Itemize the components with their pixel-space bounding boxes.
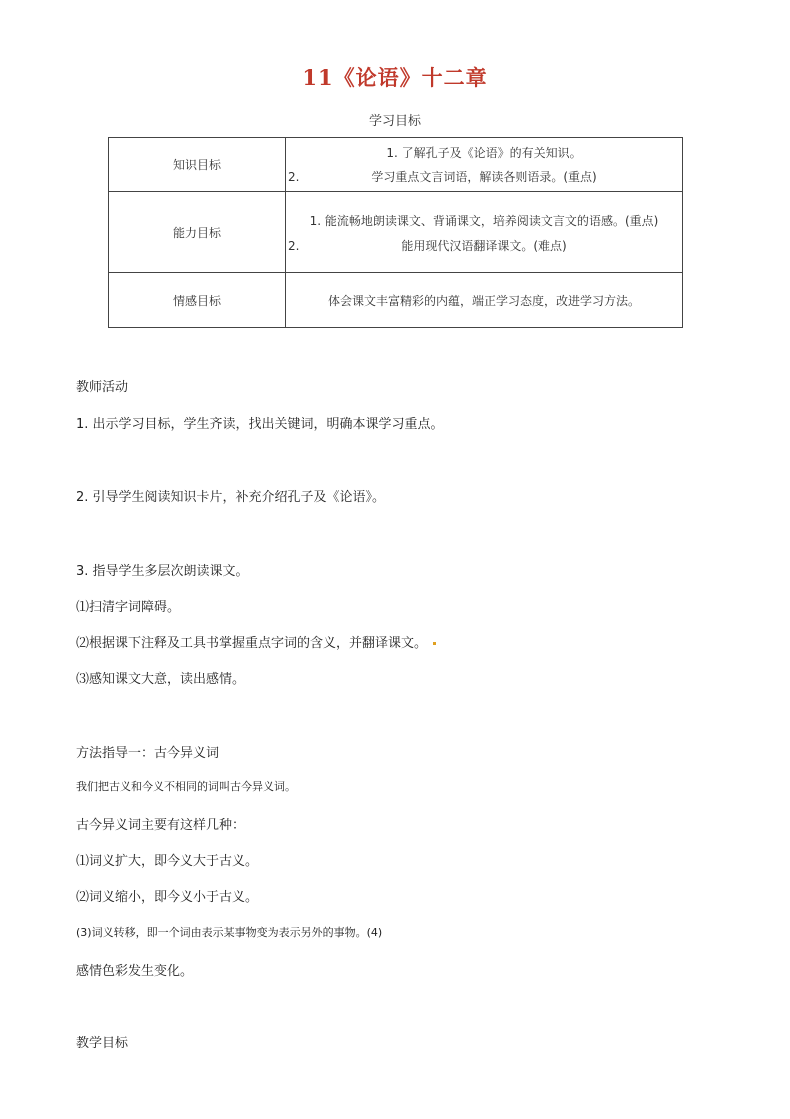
substep-3: ⑶感知课文大意，读出感情。 <box>76 672 246 687</box>
item-number: 2. <box>288 239 300 253</box>
step-3: 3. 指导学生多层次朗读课文。 <box>76 564 249 579</box>
emotion-goal-content <box>286 273 683 328</box>
emotion-goal-label: 情感目标 <box>109 273 286 328</box>
stray-dot <box>433 642 436 645</box>
goals-heading: 学习目标 <box>368 114 421 129</box>
substep-2: ⑵根据课下注释及工具书掌握重点字词的含义，并翻译课文。 <box>76 636 428 651</box>
substep-2-wrapper <box>76 632 436 651</box>
teaching-goal-heading: 教学目标 <box>76 1036 129 1051</box>
table-row <box>109 138 683 192</box>
method-heading: 方法指导一：古今异义词 <box>76 746 220 761</box>
method-types-intro: 古今异义词主要有这样几种： <box>76 818 246 833</box>
knowledge-goal-content <box>286 138 683 192</box>
step-1: 1. 出示学习目标，学生齐读，找出关键词，明确本课学习重点。 <box>76 417 444 432</box>
knowledge-goal-item-1: 1. 了解孔子及《论语》的有关知识。 <box>386 145 582 160</box>
method-type-1: ⑴词义扩大，即今义大于古义。 <box>76 854 259 869</box>
knowledge-goal-label: 知识目标 <box>109 138 286 192</box>
teacher-activity-heading: 教师活动 <box>76 380 129 395</box>
method-type-4: 感情色彩发生变化。 <box>76 964 194 979</box>
substep-1: ⑴扫清字词障碍。 <box>76 600 181 615</box>
ability-goal-item-2 <box>286 234 682 258</box>
method-type-2: ⑵词义缩小，即今义小于古义。 <box>76 890 259 905</box>
step-2: 2. 引导学生阅读知识卡片，补充介绍孔子及《论语》。 <box>76 490 386 505</box>
item-text: 学习重点文言词语，解读各则语录。(重点) <box>371 169 597 184</box>
emotion-goal-item-1: 体会课文丰富精彩的内蕴，端正学习态度，改进学习方法。 <box>327 294 640 308</box>
table-row <box>109 273 683 328</box>
table-row <box>109 192 683 273</box>
method-type-3: (3)词义转移，即一个词由表示某事物变为表示另外的事物。(4) <box>76 926 383 939</box>
ability-goal-item-1: 1. 能流畅地朗读课文、背诵课文，培养阅读文言文的语感。(重点) <box>309 214 659 228</box>
ability-goal-label: 能力目标 <box>109 192 286 273</box>
item-number: 2. <box>288 169 300 184</box>
ability-goal-content <box>286 192 683 273</box>
knowledge-goal-item-2 <box>286 165 682 189</box>
learning-goals-table <box>108 137 683 328</box>
item-text: 能用现代汉语翻译课文。(难点) <box>401 239 567 253</box>
method-definition: 我们把古义和今义不相同的词叫古今异义词。 <box>76 780 296 793</box>
page-title: 11《论语》十二章 <box>302 65 488 90</box>
